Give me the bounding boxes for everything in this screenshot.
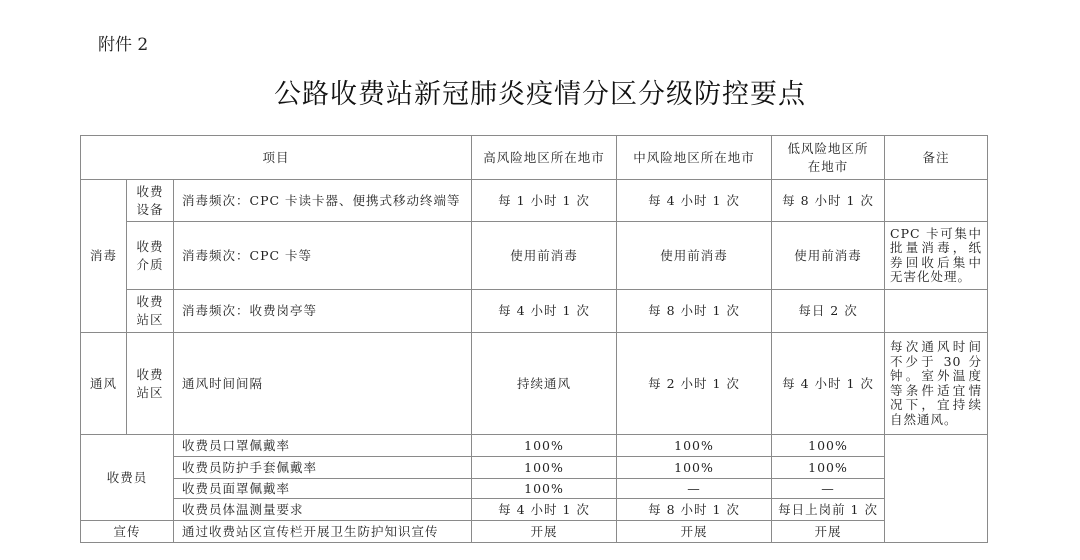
table-row (81, 479, 988, 499)
table-row (81, 457, 988, 479)
table-row (81, 499, 988, 521)
high-risk-cell: 100% (472, 435, 617, 457)
table-row (81, 521, 988, 543)
low-risk-cell: 100% (772, 435, 885, 457)
header-row (81, 136, 988, 180)
low-risk-cell: 100% (772, 457, 885, 479)
item-cell: 收费员防护手套佩戴率 (174, 457, 472, 479)
high-risk-cell: 开展 (472, 521, 617, 543)
item-cell: 收费员口罩佩戴率 (174, 435, 472, 457)
item-cell: 通风时间间隔 (174, 333, 472, 435)
low-risk-cell: 使用前消毒 (772, 222, 885, 290)
mid-risk-cell: 100% (617, 435, 772, 457)
mid-risk-cell: 100% (617, 457, 772, 479)
table-row (81, 290, 988, 333)
prevention-table (80, 135, 988, 543)
mid-risk-cell: 开展 (617, 521, 772, 543)
table-row (81, 180, 988, 222)
item-cell: 通过收费站区宣传栏开展卫生防护知识宣传 (174, 521, 472, 543)
note-cell: CPC 卡可集中批量消毒，纸券回收后集中无害化处理。 (885, 222, 988, 290)
subcategory-cell: 收费介质 (127, 222, 174, 290)
document-title: 公路收费站新冠肺炎疫情分区分级防控要点 (274, 79, 806, 110)
note-cell (885, 290, 988, 333)
category-ventilation: 通风 (81, 333, 127, 435)
header-mid-risk: 中风险地区所在地市 (617, 136, 772, 180)
high-risk-cell: 100% (472, 479, 617, 499)
low-risk-cell: 每日上岗前 1 次 (772, 499, 885, 521)
category-disinfect: 消毒 (81, 180, 127, 333)
subcategory-cell: 收费设备 (127, 180, 174, 222)
header-item: 项目 (81, 136, 472, 180)
low-risk-cell: — (772, 479, 885, 499)
category-publicity: 宣传 (81, 521, 174, 543)
high-risk-cell: 每 4 小时 1 次 (472, 290, 617, 333)
table-row (81, 333, 988, 435)
low-risk-cell: 每 8 小时 1 次 (772, 180, 885, 222)
item-cell: 消毒频次：CPC 卡读卡器、便携式移动终端等 (174, 180, 472, 222)
high-risk-cell: 每 4 小时 1 次 (472, 499, 617, 521)
low-risk-cell: 每日 2 次 (772, 290, 885, 333)
item-cell: 消毒频次：CPC 卡等 (174, 222, 472, 290)
table-row (81, 435, 988, 457)
attachment-label: 附件 2 (98, 35, 149, 55)
high-risk-cell: 每 1 小时 1 次 (472, 180, 617, 222)
item-cell: 收费员体温测量要求 (174, 499, 472, 521)
note-cell (885, 180, 988, 222)
header-low-risk: 低风险地区所在地市 (772, 136, 885, 180)
subcategory-cell: 收费站区 (127, 290, 174, 333)
category-collector: 收费员 (81, 435, 174, 521)
header-high-risk: 高风险地区所在地市 (472, 136, 617, 180)
high-risk-cell: 持续通风 (472, 333, 617, 435)
high-risk-cell: 100% (472, 457, 617, 479)
header-note: 备注 (885, 136, 988, 180)
mid-risk-cell: — (617, 479, 772, 499)
high-risk-cell: 使用前消毒 (472, 222, 617, 290)
mid-risk-cell: 每 8 小时 1 次 (617, 290, 772, 333)
mid-risk-cell: 每 2 小时 1 次 (617, 333, 772, 435)
mid-risk-cell: 每 4 小时 1 次 (617, 180, 772, 222)
table-row (81, 222, 988, 290)
item-cell: 收费员面罩佩戴率 (174, 479, 472, 499)
low-risk-cell: 开展 (772, 521, 885, 543)
item-cell: 消毒频次：收费岗亭等 (174, 290, 472, 333)
mid-risk-cell: 使用前消毒 (617, 222, 772, 290)
note-cell (885, 435, 988, 543)
mid-risk-cell: 每 8 小时 1 次 (617, 499, 772, 521)
low-risk-cell: 每 4 小时 1 次 (772, 333, 885, 435)
note-cell: 每次通风时间不少于 30 分钟。室外温度等条件适宜情况下，宜持续自然通风。 (885, 333, 988, 435)
subcategory-cell: 收费站区 (127, 333, 174, 435)
